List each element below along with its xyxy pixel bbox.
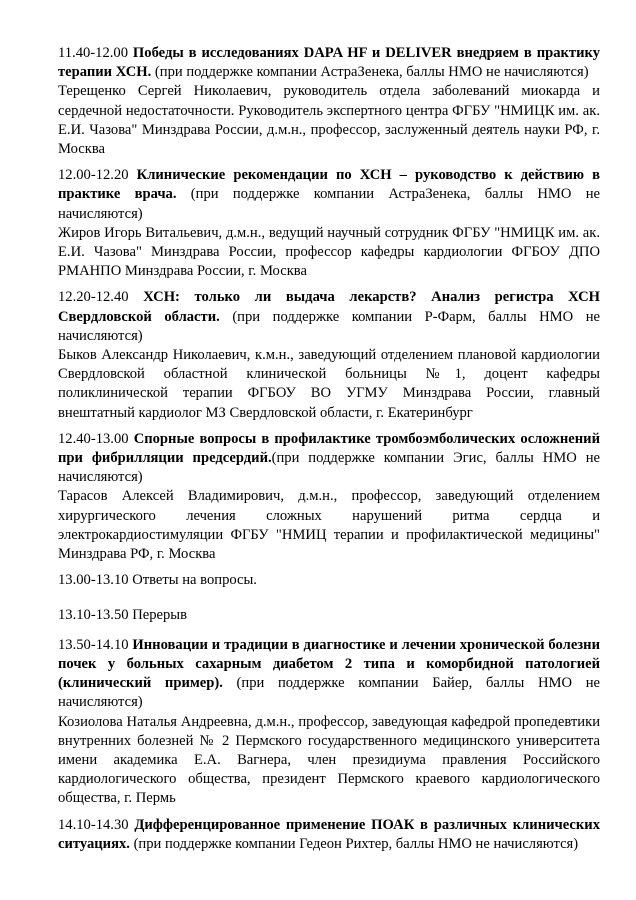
session-title: Клинические рекомендации по ХСН – руководство к действию в практике врача. [58, 167, 601, 203]
session-time: 11.40-12.00 [58, 45, 128, 61]
session-support-note: (при поддержке компании Гедеон Рихтер, баллы НМО не начисляются) [129, 835, 579, 852]
session-speaker: Тарасов Алексей Владимирович, д.м.н., профессор, заведующий отделением хирургического лечения сложных нарушений ритма сердца и электрокардиостимуляции ФГБУ "НМИЦ терапии и профилактической медицины" Минздрава РФ, г. Москва [58, 488, 600, 563]
session-heading [58, 606, 600, 625]
session-heading [58, 636, 600, 713]
session-heading [58, 44, 600, 82]
session-title: Спорные вопросы в профилактике тромбоэмболических осложнений при фибрилляции предсердий. [58, 430, 600, 467]
session-time: 14.10-14.30 [58, 816, 129, 833]
session-time: 13.00-13.10 [58, 572, 129, 589]
session-time: 13.50-14.10 [58, 636, 129, 653]
session-title: ХСН: только ли выдача лекарств? Анализ регистра ХСН Свердловской области. [58, 289, 600, 325]
session-support-note: (при поддержке компании Эгис, баллы НМО не начисляются) [58, 450, 600, 486]
session-title: Инновации и традиции в диагностике и лечении хронической болезни почек у больных сахарным диабетом 2 типа и коморбидной патологией (клинический пример). [58, 636, 600, 692]
session-heading [58, 430, 600, 488]
session-block [58, 606, 600, 625]
session-speaker: Быков Александр Николаевич, к.м.н., заведующий отделением плановой кардиологии Свердловской областной клинической больницы №1, доцент кафедры поликлинической терапии ФГБОУ ВО УГМУ Минздрава России, главный внештатный кардиолог МЗ Свердловской области, г. Екатеринбург [58, 347, 600, 421]
session-plain-text: Ответы на вопросы. [132, 572, 257, 589]
session-block [58, 430, 600, 564]
session-heading [58, 288, 600, 346]
session-speaker: Терещенко Сергей Николаевич, руководитель отдела заболеваний миокарда и сердечной недостаточности. Руководитель экспертного центра ФГБУ "НМИЦК им. ак. Е.И. Чазова" Минздрава России, д.м.н., профессор, заслуженный деятель науки РФ, г. Москва [58, 83, 600, 158]
session-time: 12.00-12.20 [58, 167, 129, 184]
session-block [58, 636, 600, 809]
session-heading [58, 571, 600, 590]
session-block [58, 288, 600, 422]
session-heading [58, 166, 600, 224]
session-plain-text: Перерыв [132, 607, 187, 624]
session-support-note: (при поддержке компании АстраЗенека, баллы НМО не начисляются) [58, 186, 601, 222]
session-support-note: (при поддержке компании АстраЗенека, баллы НМО не начисляются) [151, 64, 589, 81]
session-title: Дифференцированное применение ПОАК в различных клинических ситуациях. [58, 816, 600, 852]
session-support-note: (при поддержке компании Р-Фарм, баллы НМО не начисляются) [58, 308, 601, 344]
session-support-note: (при поддержке компании Байер, баллы НМО не начисляются) [58, 675, 600, 711]
session-title: Победы в исследованиях DAPA HF и DELIVER внедряем в практику терапии ХСН. [58, 45, 601, 81]
session-speaker: Жиров Игорь Витальевич, д.м.н., ведущий научный сотрудник ФГБУ "НМИЦК им. ак. Е.И. Чазова" Минздрава России, профессор кафедры кардиологии ФГБОУ ДПО РМАНПО Минздрава России, г. Москва [58, 224, 600, 280]
session-block [58, 44, 600, 159]
session-time: 13.10-13.50 [58, 607, 129, 624]
session-time: 12.20-12.40 [58, 289, 129, 306]
session-block [58, 816, 600, 854]
session-block [58, 571, 600, 590]
session-time: 12.40-13.00 [58, 430, 129, 447]
session-heading [58, 816, 600, 854]
session-speaker: Козиолова Наталья Андреевна, д.м.н., профессор, заведующая кафедрой пропедевтики внутренних болезней № 2 Пермского государственного медицинского университета имени академика Е.А. Вагнера, член президиума правления Российского кардиологического общества, президент Пермского краевого кардиологического общества, г. Пермь [58, 713, 600, 807]
session-block [58, 166, 600, 281]
